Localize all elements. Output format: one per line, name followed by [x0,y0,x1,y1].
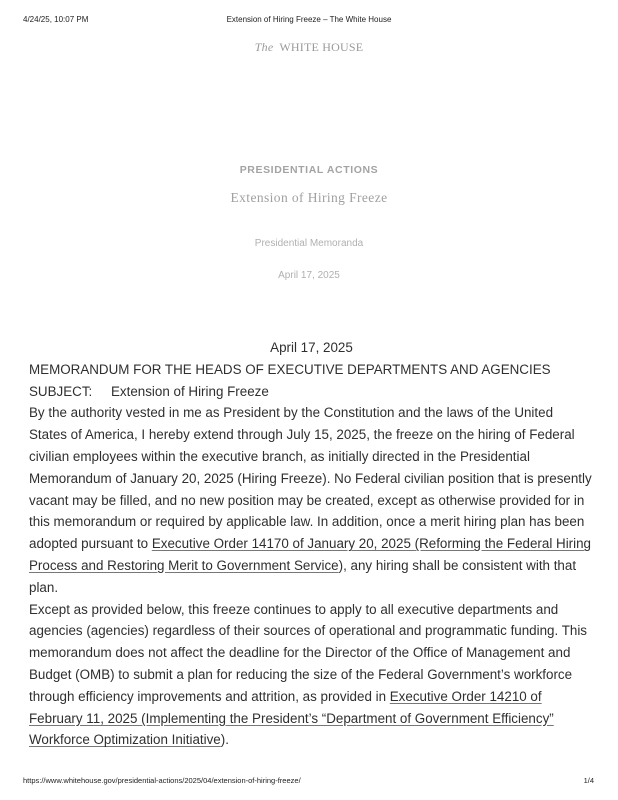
print-footer-page: 1/4 [583,776,594,785]
eo-14170-link[interactable]: Executive Order 14170 of January 20, 2025 (Reforming the Federal Hiring Process and Restoring Merit to Government Service [29,536,591,573]
paragraph-text: ), any hiring shall be consistent with that plan. [29,557,577,595]
paragraph-text: Except as provided below, this freeze continues to apply to all executive departments and agencies (agencies) regardless of their sources of operational and programmatic funding. This memorandum does not affect the deadline for the Director of the Office of Management and Budget (OMB) to submit a plan for reducing the size of the Federal Government’s workforce through efficiency improvements and attrition, as provided in [29,601,587,704]
subject-text: Extension of Hiring Freeze [111,383,269,399]
paragraph-text: ). [220,732,229,748]
memo-body [29,337,594,751]
print-header-datetime: 4/24/25, 10:07 PM [23,15,89,24]
logo-the: The [254,40,274,54]
print-header-title: Extension of Hiring Freeze – The White House [226,15,392,24]
memo-date: April 17, 2025 [270,340,353,355]
category-link[interactable]: Presidential Memoranda [254,238,364,249]
paragraph-text: By the authority vested in me as President by the Constitution and the laws of the United States of America, I hereby extend through July 15, 2025, the freeze on the hiring of Federal civilian employees within the executive branch, as initially directed in the Presidential Memorandum of January 20, 2025 (Hiring Freeze). No Federal civilian position that is presently vacant may be filled, and no new position may be created, except as otherwise provided for in this memorandum or required by applicable law. In addition, once a merit hiring plan has been adopted pursuant to [29,405,592,552]
eo-14210-link[interactable]: Executive Order 14210 of February 11, 2025 (Implementing the President’s “Department of Government Efficiency” Workforce Optimization Initiative [29,688,554,748]
publish-date: April 17, 2025 [278,270,340,281]
memo-addressee: MEMORANDUM FOR THE HEADS OF EXECUTIVE DEPARTMENTS AND AGENCIES [29,361,551,377]
memo-paragraph-1 [29,402,594,598]
white-house-logo[interactable] [0,40,618,55]
page-title: Extension of Hiring Freeze [230,190,388,205]
section-label[interactable]: PRESIDENTIAL ACTIONS [239,164,379,176]
memo-paragraph-2 [29,599,594,752]
subject-label: SUBJECT: [29,383,93,399]
print-footer-url: https://www.whitehouse.gov/presidential-actions/2025/04/extension-of-hiring-freeze/ [23,776,301,785]
memo-subject-line [29,381,594,403]
logo-name: WHITE HOUSE [279,40,364,54]
